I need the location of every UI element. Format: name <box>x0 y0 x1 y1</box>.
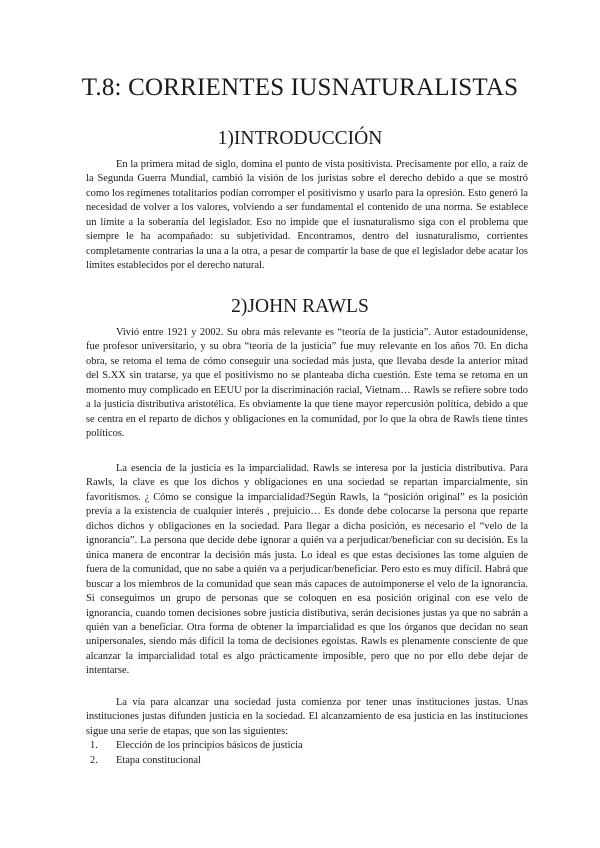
list-item <box>86 754 528 769</box>
section-heading-introduccion: 1)INTRODUCCIÓN <box>217 128 383 149</box>
list-item-text: Elección de los principios básicos de justicia <box>116 740 303 751</box>
paragraph-rawls-bio: Vivió entre 1921 y 2002. Su obra más relevante es “teoría de la justicia”. Autor estadounidense, fue profesor universitario, y su obra “teoría de la justicia” fue muy relevante en los años 70. En dicha obra, se retoma el tema de cómo conseguir una sociedad más justa, que llevaba desde la anterior mitad del S.XX sin tratarse, ya que el positivismo no se planteaba dicha cuestión. Este tema se retoma en un momento muy complicado en EEUU por la discriminación racial, Vietnam… Rawls se refiere sobre todo a la justicia distributiva aristotélica. Es obviamente la que tiene mayor repercusión política, debido a que se centra en el reparto de dichos y obligaciones en la comunidad, por lo que la obra de Rawls tiene tintes políticos. <box>86 327 528 440</box>
list-item-number: 2. <box>90 754 98 766</box>
paragraph-rawls-instituciones: La vía para alcanzar una sociedad justa comienza por tener unas instituciones justas. Unas instituciones justas difunden justicia en la sociedad. El alcanzamiento de esa justicia en las instituciones sigue una serie de etapas, que son las siguientes: <box>86 697 528 737</box>
section-heading-john-rawls: 2)JOHN RAWLS <box>231 296 369 317</box>
list-item <box>86 739 528 754</box>
document-title: T.8: CORRIENTES IUSNATURALISTAS <box>81 74 519 101</box>
paragraph-introduccion: En la primera mitad de siglo, domina el punto de vista positivista. Precisamente por ello, a raíz de la Segunda Guerra Mundial, cambió la visión de los juristas sobre el derecho debido a que se mostró como los regímenes totalitarios podían corromper el positivismo y usarlo para la opresión. Esto generó la necesidad de volver a los valores, volviendo a ser fundamental el contenido de una norma. Se establece un límite a la soberanía del legislador. Eso no impide que el iusnaturalismo siga con el problema que siempre le ha acompañado: su subjetividad. Encontramos, dentro del iusnaturalismo, corrientes completamente contrarias la una a la otra, a pesar de compartir la base de que el legislador debe acatar los límites establecidos por el derecho natural. <box>86 159 528 272</box>
etapas-list <box>86 739 528 768</box>
list-item-number: 1. <box>90 740 98 751</box>
list-item-text: Etapa constitucional <box>116 754 201 766</box>
paragraph-rawls-imparcialidad: La esencia de la justicia es la imparcialidad. Rawls se interesa por la justicia distributiva. Para Rawls, la clave es que los dichos y obligaciones en una sociedad se repartan imparcialmente, sin favoritismos. ¿ Cómo se consigue la imparcialidad?Según Rawls, la “posición original” es la posición previa a la existencia de cualquier interés , prejuicio… Es donde debe colocarse la persona que reparte dichos dichos y obligaciones en la sociedad. Para llegar a dicha posición, es necesario el “velo de la ignorancia”. La persona que decide debe ignorar a quién va a perjudicar/beneficiar con su decisión. Es la única manera de encontrar la decisión más justa. Lo ideal es que estas decisiones las tome alguien de fuera de la comunidad, que no sabe a quién va a perjudicar/beneficiar. Pero esto es muy difícil. Habrá que buscar a los miembros de la comunidad que sean más capaces de autoimponerse el velo de la ignorancia. Si conseguimos un grupo de personas que se coloquen en esa posición original con ese velo de ignorancia, cuando tomen decisiones sobre justicia distibutiva, serán decisiones justas ya que no sabrán a quién van a beneficiar. Otra forma de obtener la imparcialidad es que los órganos que decidan no sean unipersonales, siendo más difícil la toma de decisiones egoístas. Rawls es plenamente consciente de que alcanzar la imparcialidad total es algo prácticamente imposible, pero que no por ello debe dejar de intentarse. <box>86 463 528 677</box>
